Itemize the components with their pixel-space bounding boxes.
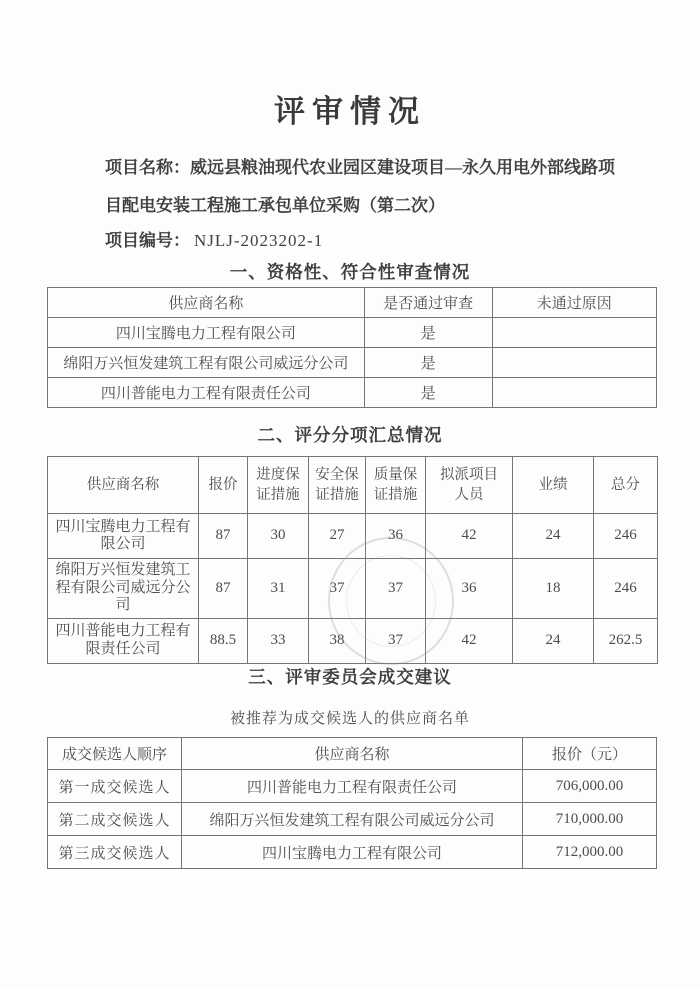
recommended-candidates-subtitle: 被推荐为成交候选人的供应商名单: [229, 711, 470, 727]
score-summary-table: [47, 456, 658, 664]
table-row: [48, 514, 658, 559]
qualification-review-table: [47, 287, 657, 408]
table-cell: 87: [199, 559, 248, 619]
table-cell: 18: [513, 559, 594, 619]
table-cell: 四川普能电力工程有限责任公司: [48, 378, 365, 408]
table-header: [48, 288, 657, 318]
table-cell: 四川普能电力工程有限责任公司: [181, 770, 522, 803]
table-cell: 是: [364, 348, 492, 378]
project-number: [105, 226, 323, 251]
table-cell: 第二成交候选人: [48, 803, 182, 836]
column-header: 供应商名称: [48, 288, 365, 318]
table-cell: 87: [199, 514, 248, 559]
table-cell: 绵阳万兴恒发建筑工程有限公司威远分公司: [181, 803, 522, 836]
table-cell: [492, 378, 656, 408]
table-row: [48, 318, 657, 348]
column-header: 成交候选人顺序: [48, 738, 182, 770]
header-row: [48, 288, 657, 318]
table-row: [48, 803, 657, 836]
table-cell: 四川宝腾电力工程有限公司: [48, 318, 365, 348]
table-cell: 246: [594, 514, 658, 559]
table-cell: 42: [426, 618, 513, 663]
table-body: [48, 514, 658, 664]
table-cell: 262.5: [594, 618, 658, 663]
table-cell: 710,000.00: [523, 803, 657, 836]
column-header: 供应商名称: [181, 738, 522, 770]
table-cell: 第一成交候选人: [48, 770, 182, 803]
table-row: [48, 618, 658, 663]
project-name-label: 项目名称：: [105, 158, 190, 177]
table-cell: 37: [366, 559, 426, 619]
table-cell: 是: [364, 378, 492, 408]
table-cell: 四川宝腾电力工程有限公司: [48, 514, 199, 559]
table-cell: 四川宝腾电力工程有限公司: [181, 836, 522, 869]
table-cell: 36: [426, 559, 513, 619]
table-cell: 24: [513, 618, 594, 663]
column-header: 业绩: [513, 457, 594, 514]
table-cell: 33: [248, 618, 309, 663]
column-header: 报价（元）: [523, 738, 657, 770]
table-cell: 是: [364, 318, 492, 348]
table-body: [48, 318, 657, 408]
table-cell: 37: [309, 559, 366, 619]
table-row: [48, 836, 657, 869]
column-header: 拟派项目人员: [426, 457, 513, 514]
table-cell: 706,000.00: [523, 770, 657, 803]
table-cell: 246: [594, 559, 658, 619]
table-cell: 37: [366, 618, 426, 663]
header-row: [48, 738, 657, 770]
column-header: 供应商名称: [48, 457, 199, 514]
table-cell: 712,000.00: [523, 836, 657, 869]
table-cell: [492, 318, 656, 348]
table-header: [48, 738, 657, 770]
section3-heading: 三、评审委员会成交建议: [248, 667, 452, 687]
table-cell: 36: [366, 514, 426, 559]
header-row: [48, 457, 658, 514]
award-candidates-table: [47, 737, 657, 869]
table-cell: 四川普能电力工程有限责任公司: [48, 618, 199, 663]
project-number-value: NJLJ-2023202-1: [194, 231, 324, 250]
column-header: 报价: [199, 457, 248, 514]
project-number-label: 项目编号：: [105, 231, 190, 250]
table-cell: [492, 348, 656, 378]
project-name: [105, 149, 629, 225]
table-row: [48, 378, 657, 408]
table-row: [48, 770, 657, 803]
table-cell: 27: [309, 514, 366, 559]
table-cell: 31: [248, 559, 309, 619]
table-cell: 38: [309, 618, 366, 663]
table-header: [48, 457, 658, 514]
table-cell: 24: [513, 514, 594, 559]
table-cell: 绵阳万兴恒发建筑工程有限公司威远分公司: [48, 559, 199, 619]
section2-heading: 二、评分分项汇总情况: [257, 425, 443, 445]
table-row: [48, 559, 658, 619]
column-header: 安全保证措施: [309, 457, 366, 514]
table-cell: 88.5: [199, 618, 248, 663]
page-title: 评审情况: [274, 94, 426, 129]
column-header: 进度保证措施: [248, 457, 309, 514]
column-header: 总分: [594, 457, 658, 514]
table-cell: 第三成交候选人: [48, 836, 182, 869]
table-cell: 30: [248, 514, 309, 559]
column-header: 未通过原因: [492, 288, 656, 318]
section1-heading: 一、资格性、符合性审查情况: [229, 262, 471, 282]
table-cell: 42: [426, 514, 513, 559]
table-cell: 绵阳万兴恒发建筑工程有限公司威远分公司: [48, 348, 365, 378]
table-row: [48, 348, 657, 378]
column-header: 质量保证措施: [366, 457, 426, 514]
table-body: [48, 770, 657, 869]
column-header: 是否通过审查: [364, 288, 492, 318]
project-name-value: 威远县粮油现代农业园区建设项目—永久用电外部线路项目配电安装工程施工承包单位采购（第二次）: [105, 158, 615, 215]
